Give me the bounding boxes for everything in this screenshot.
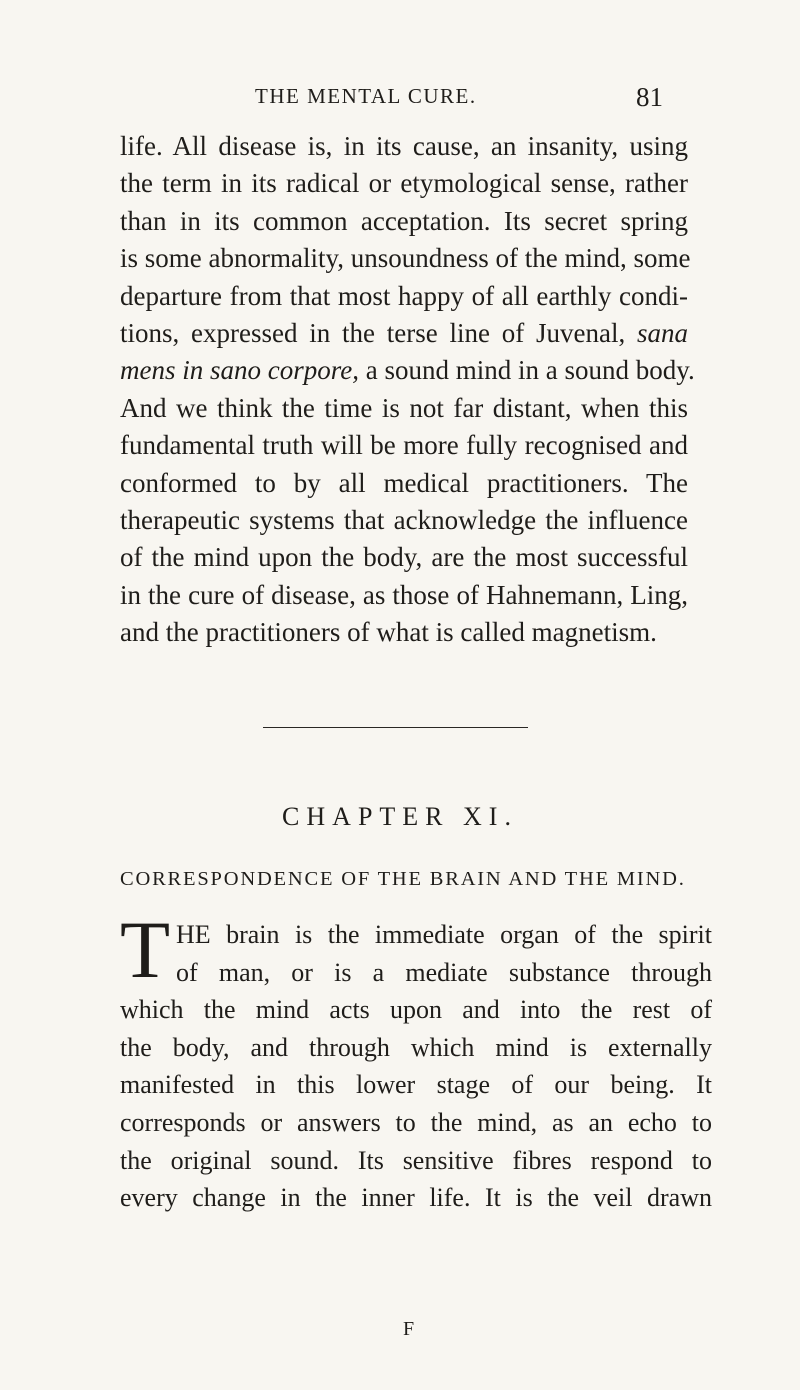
running-head: THE MENTAL CURE. [255,84,477,108]
text-segment: a sound mind in a sound body. [365,355,695,386]
page-number: 81 [636,82,663,112]
text-line: every change in the inner life. It is the veil drawn [120,1183,712,1213]
text-line: manifested in this lower stage of our being. It [120,1070,712,1100]
drop-cap: T [120,904,171,995]
text-line: HE brain is the immediate organ of the spirit [176,920,712,949]
latin-phrase: mens in sano corpore, [120,355,359,386]
text-line: life. All disease is, in its cause, an insanity, using [120,131,688,161]
text-line [120,315,688,352]
chapter-subtitle: CORRESPONDENCE OF THE BRAIN AND THE MIND. [120,868,686,890]
paragraph-1 [120,128,695,652]
text-line [120,352,695,389]
section-divider [263,727,528,728]
text-line: the original sound. Its sensitive fibres respond to [120,1145,712,1175]
text-line: And we think the time is not far distant, when this [120,392,688,423]
text-line: therapeutic systems that acknowledge the influence [120,505,688,536]
text-line: departure from that most happy of all earthly condi- [120,280,688,311]
page-header [0,84,800,124]
text-line: than in its common acceptation. Its secret spring [120,205,688,236]
latin-phrase: sana [636,318,688,349]
text-line: corresponds or answers to the mind, as an echo to [120,1107,712,1137]
text-line: is some abnormality, unsoundness of the mind, some [120,243,691,274]
text-line: conformed to by all medical practitioners. The [120,467,688,498]
signature-mark: F [403,1318,415,1340]
text-line: which the mind acts upon and into the rest of [120,995,712,1025]
text-line: the term in its radical or etymological sense, rather [120,168,688,199]
text-line: and the practitioners of what is called magnetism. [120,617,657,648]
paragraph-2 [120,916,712,1217]
text-line: in the cure of disease, as those of Hahnemann, Ling, [120,579,688,610]
text-line: of man, or is a mediate substance through [176,957,712,987]
text-line: fundamental truth will be more fully recognised and [120,430,688,461]
text-segment: tions, expressed in the terse line of Juvenal, [120,318,626,349]
text-line: the body, and through which mind is externally [120,1032,712,1062]
text-line: of the mind upon the body, are the most successful [120,542,688,573]
chapter-title: CHAPTER XI. [282,802,518,831]
